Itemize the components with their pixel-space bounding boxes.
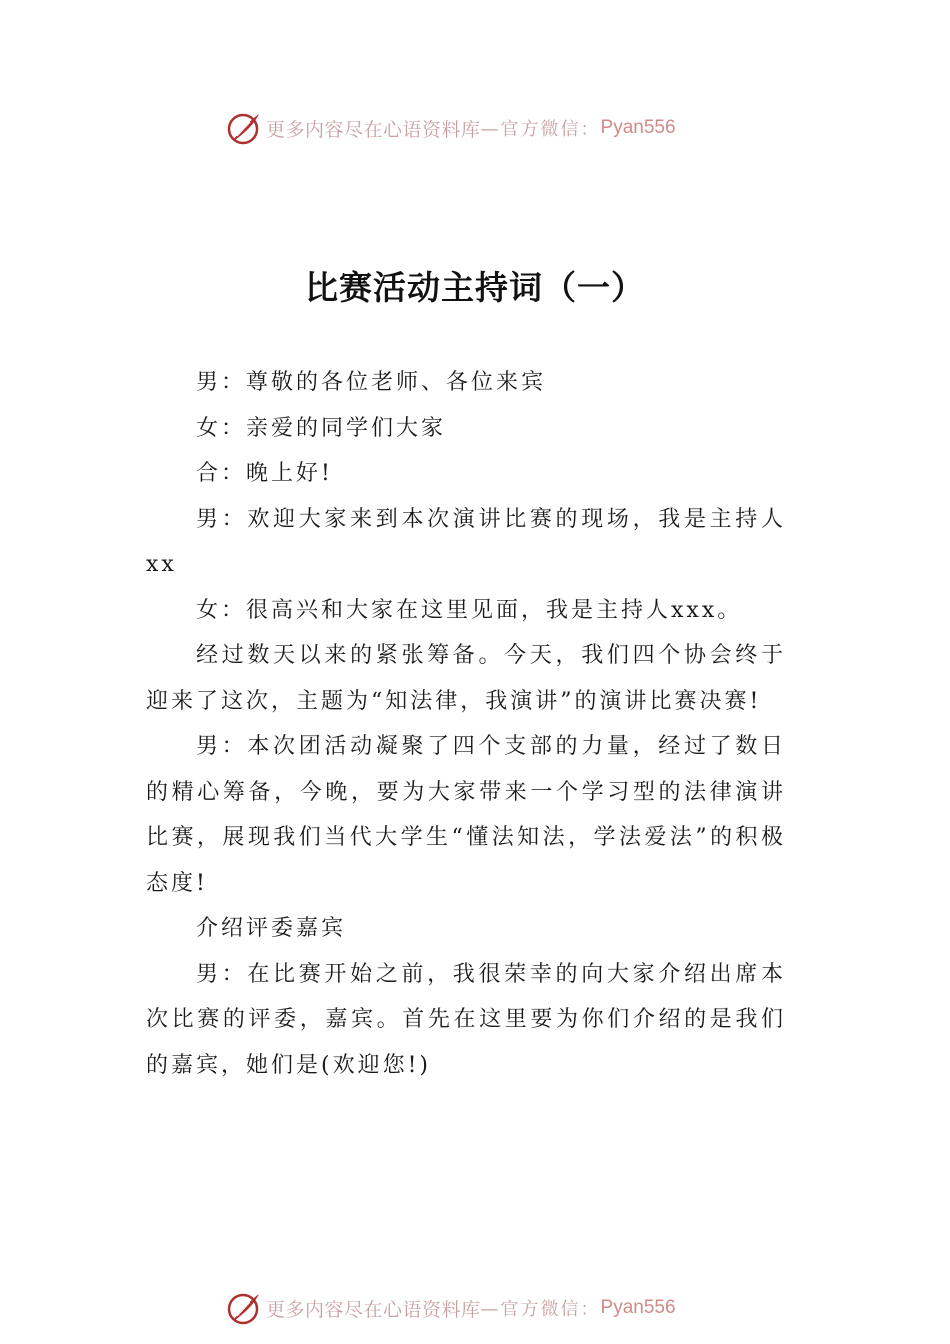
paragraph: 经过数天以来的紧张筹备。今天，我们四个协会终于迎来了这次，主题为“知法律，我演讲”的演讲比赛决赛!: [146, 643, 786, 714]
watermark-handle: Pyan556: [600, 117, 676, 138]
watermark-site-text: 更多内容尽在心语资料库: [266, 118, 481, 141]
paragraph: 合：晚上好!: [196, 461, 333, 486]
paragraph: 男：本次团活动凝聚了四个支部的力量，经过了数日的精心筹备，今晚，要为大家带来一个学习型的法律演讲比赛，展现我们当代大学生“懂法知法，学法爱法”的积极态度!: [146, 734, 786, 896]
paragraph: 男：尊敬的各位老师、各位来宾: [196, 370, 547, 395]
watermark-header: [226, 108, 786, 148]
watermark-handle: Pyan556: [600, 1297, 676, 1318]
quill-pen-logo-icon: [226, 1290, 262, 1326]
watermark-site-text: 更多内容尽在心语资料库: [266, 1298, 481, 1321]
document-body: [146, 360, 786, 1088]
watermark-footer: [226, 1288, 786, 1328]
paragraph: 女：很高兴和大家在这里见面，我是主持人xxx。: [196, 597, 743, 623]
paragraph: 介绍评委嘉宾: [196, 916, 347, 941]
document-title: 比赛活动主持词（一）: [305, 268, 645, 307]
watermark-wechat-text: —官方微信：: [480, 1299, 601, 1320]
paragraph: 男：欢迎大家来到本次演讲比赛的现场，我是主持人xx: [146, 506, 786, 577]
quill-pen-logo-icon: [226, 110, 262, 146]
paragraph: 男：在比赛开始之前，我很荣幸的向大家介绍出席本次比赛的评委，嘉宾。首先在这里要为你们介绍的是我们的嘉宾，她们是(欢迎您!): [146, 961, 786, 1078]
paragraph: 女：亲爱的同学们大家: [196, 415, 447, 441]
watermark-wechat-text: —官方微信：: [480, 119, 601, 140]
